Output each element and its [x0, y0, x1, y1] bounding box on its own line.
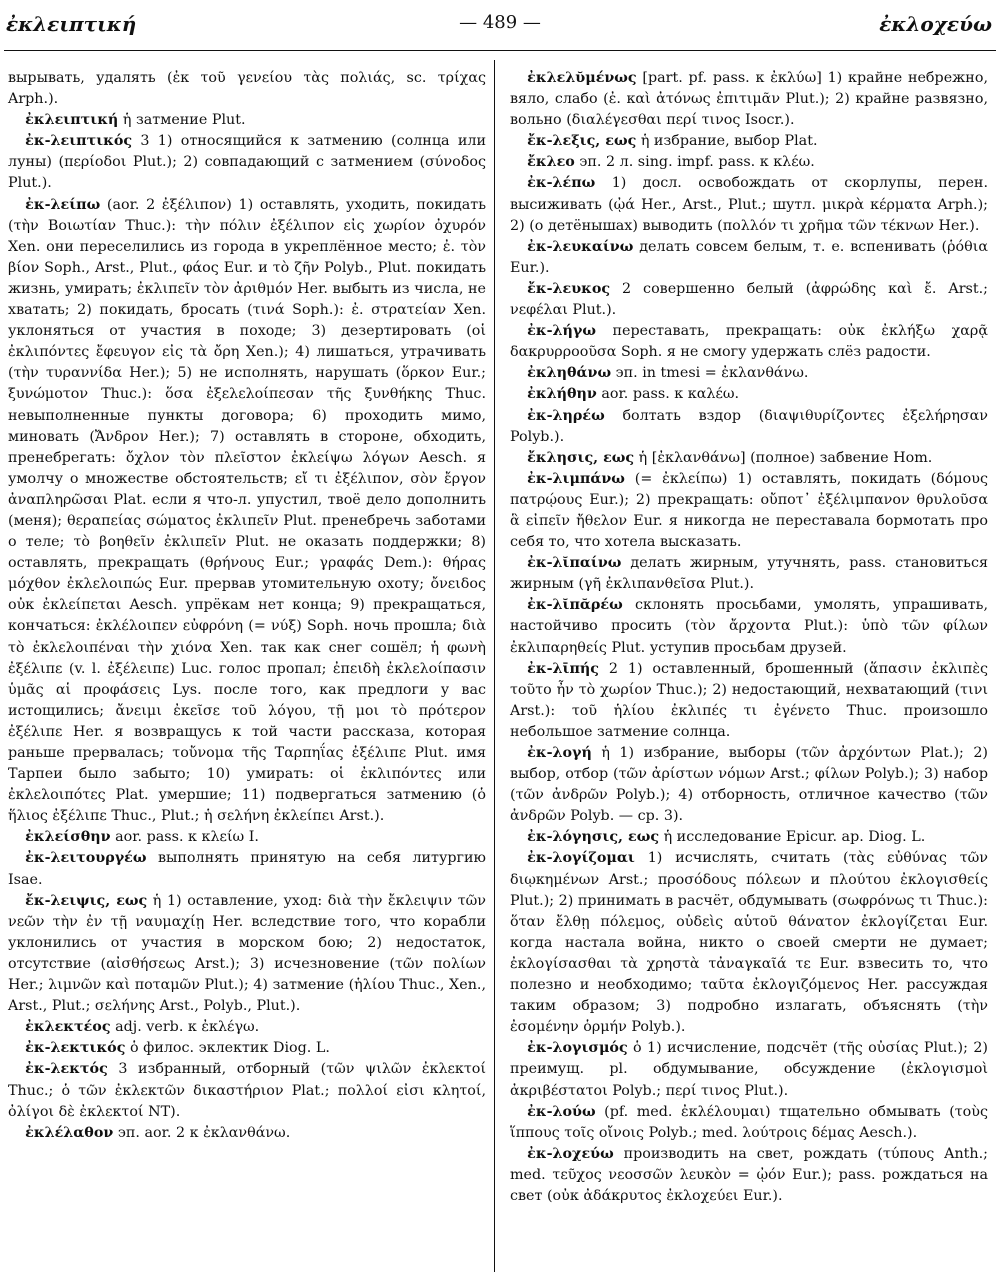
- dictionary-entry: [8, 110, 486, 131]
- entry-headword: ἐκ-λείπω: [25, 196, 101, 213]
- dictionary-entry: [8, 195, 486, 828]
- entry-definition: aor. pass. к κλείω I.: [110, 829, 259, 846]
- entry-headword: ἐκ-λῐπᾰρέω: [527, 597, 623, 614]
- dictionary-entry: [510, 173, 988, 236]
- dictionary-entry: [510, 131, 988, 152]
- dictionary-entry: [510, 1038, 988, 1101]
- entry-definition: болтать вздор (διαψιθυρίζοντες ἐξελήρησαν Polyb.).: [510, 407, 988, 445]
- entry-definition: делать жирным, утучнять, pass. становиться жирным (γῆ ἐκλιπανθεῖσα Plut.).: [510, 555, 988, 593]
- entry-definition: aor. pass. к καλέω.: [596, 386, 740, 403]
- entry-headword: ἐκλειπτική: [25, 112, 119, 129]
- entry-headword: ἐκ-λόγησις, εως: [527, 829, 660, 846]
- entry-headword: ἐκ-λέπω: [527, 175, 596, 192]
- entry-headword: ἐκ-λευκαίνω: [527, 238, 634, 255]
- entry-headword: ἔκ-λειψις, εως: [25, 892, 148, 909]
- entry-definition: 2 совершенно белый (ἀφρώδης καὶ ἔ. Arst.; νεφέλαι Plut.).: [510, 280, 988, 319]
- entry-definition: эп. in tmesi = ἐκλανθάνω.: [611, 365, 809, 382]
- entry-headword: ἔκλεο: [527, 154, 575, 171]
- entry-headword: ἐκλεκτέος: [25, 1019, 111, 1036]
- running-head-right: ἐκλοχεύω: [879, 12, 992, 36]
- entry-definition: ἡ затмение Plut.: [118, 112, 246, 129]
- dictionary-entry: [510, 827, 988, 848]
- entry-headword: ἔκλησις, εως: [527, 449, 635, 466]
- dictionary-entry: [8, 1059, 486, 1122]
- dictionary-entry: [510, 384, 988, 405]
- entry-headword: ἐκ-λογισμός: [527, 1040, 628, 1057]
- dictionary-entry: [8, 891, 486, 1018]
- dictionary-entry: [510, 363, 988, 384]
- entry-headword: ἔκ-λεξις, εως: [527, 133, 637, 150]
- entry-definition: переставать, прекращать: οὐκ ἐκλήξω χαρᾷ δακρυρροοῦσα Soph. я не смогу удержать слёз радости.: [510, 323, 988, 361]
- entry-definition: вырывать, удалять (ἐκ τοῦ γενείου τὰς πολιάς, sc. τρίχας Arph.).: [8, 70, 486, 108]
- entry-headword: ἐκ-λεκτός: [25, 1061, 108, 1078]
- dictionary-entry: [510, 68, 988, 131]
- dictionary-entry: [510, 237, 988, 279]
- entry-definition: выполнять принятую на себя литургию Isae.: [8, 850, 486, 888]
- page-number: — 489 —: [459, 12, 541, 33]
- entry-headword: ἔκ-λευκος: [527, 280, 611, 297]
- entry-definition: (= ἐκλείπω) 1) оставлять, покидать (δόμους πατρῴους Eur.); 2) прекращать: οὔποτ᾽ ἐξέλιμπανον θρυλοῦσα ἃ εἰπεῖν ἤθελον Eur. я никогда не переставала бормотать про себя то, что хотела высказать.: [510, 470, 988, 551]
- dictionary-entry: [510, 279, 988, 321]
- entry-definition: эп. 2 л. sing. impf. pass. к κλέω.: [574, 154, 815, 171]
- entry-headword: ἐκληθάνω: [527, 365, 612, 382]
- dictionary-entry: [8, 827, 486, 848]
- column-divider: [494, 60, 495, 1272]
- running-head-left: ἐκλειπτική: [6, 12, 137, 36]
- entry-definition: 1) досл. освобождать от скорлупы, перен. высиживать (ᾠά Her., Arst., Plut.; шутл. μικρὰ κέρματα Arph.); 2) (о детёнышах) выводить (πολλόν τι χρῆμα τῶν τέκνων Her.).: [510, 175, 988, 234]
- entry-headword: ἐκ-λῐπαίνω: [527, 555, 622, 572]
- entry-definition: (aor. 2 ἐξέλιπον) 1) оставлять, уходить, покидать (τὴν Βοιωτίαν Thuc.): τὴν πόλιν ἐξέλιπον εἰς χωρίον ὀχυρόν Xen. они переселились из города в укреплённое место; ἐ. τὸν βίον Soph., Arst., Plut., φάος Eur. и τὸ ζῆν Polyb., Plut. покидать жизнь, умирать; ἐκλιπεῖν τὸν ἀριθμόν Her. выбыть из числа, не хватать; 2) покидать, бросать (τινά Soph.): ἐ. στρατείαν Xen. уклоняться от участия в походе; 3) дезертировать (οἱ ἐκλιπόντες ἔφευγον εἰς τὰ ὄρη Xen.); 4) лишаться, утрачивать (τὴν τυραννίδα Her.); 5) не исполнять, нарушать (ὅρκον Eur.; ξυνώμοτον Thuc.): ὅσα ἐξελελοίπεσαν τῆς ξυνθήκης Thuc. невыполненные пункты договора; 6) проходить мимо, миновать (Ἄνδρον Her.); 7) оставлять в стороне, обходить, пренебрегать: ὄχλον τὸν πλεῖστον ἐκλείψω λόγων Aesch. я умолчу о множестве обстоятельств; εἴ τι ἐξέλιπον, σὸν ἔργον ἀναπληρῶσαι Plat. если я что-л. упустил, твоё дело дополнить (меня); θεραπείας σώματος ἐκλιπεῖν Plut. пренебречь заботами о теле; τὸ βοηθεῖν ἐκλιπεῖν Plut. не оказать поддержки; 8) оставлять, прекращать (θρήνους Eur.; γραφάς Dem.): θήρας μόχθον ἐκλελοιπώς Eur. прервав утомительную охоту; ὄνειδος οὐκ ἐκλείπεται Aesch. упрёкам нет конца; 9) прекращаться, кончаться: ἐκλέλοιπεν εὐφρόνη (= νύξ) Soph. ночь прошла; διὰ τὸ ἐκλελοιπέναι τὴν χιόνα Xen. так как снег сошёл; ἡ φωνὴ ἐξέλιπε (v. l. ἐξέλειπε) Luc. голос пропал; ἐπειδὴ ἐκλελοίπασιν ὑμᾶς αἱ προφάσεις Lys. после того, как предлоги у вас истощились; ἄνειμι ἐκεῖσε τοῦ λόγου, τῇ μοι τὸ πρότερον ἐξέλιπε Her. я возвращусь к той части рассказа, которая раньше прервалась; τοὔνομα τῆς Ταρπηΐας ἐξέλιπε Plut. имя Тарпеи было забыто; 10) умирать: οἱ ἐκλιπόντες или ἐκλελοιπότες Plat. умершие; 11) подвергаться затмению (ὁ ἥλιος ἐξέλιπε Thuc., Plut.; ἡ σελήνη ἐκλείπει Arst.).: [8, 196, 486, 825]
- entry-headword: ἐκ-λειπτικός: [25, 133, 133, 150]
- dictionary-entry: [510, 743, 988, 827]
- entry-definition: ὁ филос. эклектик Diog. L.: [125, 1040, 330, 1057]
- left-column: [8, 68, 486, 1144]
- dictionary-entry: [8, 68, 486, 110]
- entry-headword: ἐκ-λογίζομαι: [527, 850, 635, 867]
- dictionary-entry: [510, 406, 988, 448]
- entry-headword: ἐκλελῠμένως: [527, 70, 637, 86]
- entry-headword: ἐκ-λούω: [527, 1103, 596, 1120]
- entry-definition: ὁ 1) исчисление, подсчёт (τῆς οὐσίας Plut.); 2) преимущ. pl. обдумывание, обсуждение (ἐκλογισμοὶ ἀκριβέστατοι Polyb.; περί τινος Plut.).: [510, 1040, 988, 1099]
- entry-headword: ἐκ-λεκτικός: [25, 1040, 126, 1057]
- dictionary-entry: [8, 1123, 486, 1144]
- entry-definition: 1) исчислять, считать (τὰς εὐθύνας τῶν διῳκημένων Arst.; προσόδους πόλεων и πλούτου ἐκλογισθείς Plut.); 2) принимать в расчёт, обдумывать (σωφρόνως τι Thuc.): ὅταν ἔλθῃ πόλεμος, οὐδεὶς αὑτοῦ θάνατον ἐκλογίζεται Eur. когда настала война, никто о своей смерти не думает; ἐκλογίσασθαι τὰ χρηστὰ τἀναγκαῖά τε Eur. взвесить то, что полезно и необходимо; ταῦτα ἐκλογιζόμενος Her. рассуждая таким образом; 3) подробно излагать, объяснять (τὴν ἐσομένην ὁρμήν Polyb.).: [510, 850, 988, 1036]
- entry-definition: ἡ исследование Epicur. ap. Diog. L.: [659, 829, 926, 846]
- entry-definition: производить на свет, рождать (τύπους Anth.; med. τεῦχος νεοσσῶν λευκὸν = ᾠόν Eur.); pass. рождаться на свет (οὐκ ἀδάκρυτος ἐκλοχεύει Eur.).: [510, 1145, 988, 1204]
- entry-definition: (pf. med. ἐκλέλουμαι) тщательно обмывать (τοὺς ἵππους τοῖς οἴνοις Polyb.; med. λούτροις δέμας Aesch.).: [510, 1103, 988, 1141]
- entry-definition: ἡ 1) избрание, выборы (τῶν ἀρχόντων Plat.); 2) выбор, отбор (τῶν ἀρίστων νόμων Arst.; φίλων Polyb.); 3) набор (τῶν ἀνδρῶν Polyb.); 4) отборность, отличное качество (τῶν ἀνδρῶν Polyb. — ср. 3).: [510, 745, 988, 825]
- dictionary-entry: [8, 848, 486, 890]
- dictionary-entry: [510, 595, 988, 658]
- entry-definition: [part. pf. pass. к ἐκλύω] 1) крайне небрежно, вяло, слабо (ἐ. καὶ ἀτόνως ἐπιτιμᾶν Plut.); 2) крайне развязно, вольно (διαλέγεσθαι περί τινος Isocr.).: [510, 70, 988, 129]
- entry-definition: 3 1) относящийся к затмению (солнца или луны) (περίοδοι Plut.); 2) совпадающий с затмением (σύνοδος Plut.).: [8, 133, 486, 192]
- dictionary-entry: [510, 152, 988, 173]
- entry-headword: ἐκλέλαθον: [25, 1124, 114, 1141]
- dictionary-entry: [510, 321, 988, 363]
- page-header: [0, 12, 1000, 40]
- dictionary-entry: [510, 659, 988, 743]
- entry-definition: ἡ избрание, выбор Plat.: [636, 133, 818, 150]
- entry-headword: ἐκ-ληρέω: [527, 407, 605, 424]
- entry-definition: adj. verb. к ἐκλέγω.: [110, 1019, 260, 1036]
- entry-definition: 3 избранный, отборный (τῶν ψιλῶν ἐκλεκτοί Thuc.; ὁ τῶν ἐκλεκτῶν δικαστήριον Plat.; πολλοί εἰσι κλητοί, ὀλίγοι δὲ ἐκλεκτοί NT).: [8, 1061, 486, 1120]
- dictionary-entry: [510, 848, 988, 1038]
- entry-headword: ἐκ-λογή: [527, 745, 592, 761]
- entry-definition: делать совсем белым, т. е. вспенивать (ῥόθια Eur.).: [510, 238, 988, 276]
- dictionary-entry: [8, 1038, 486, 1059]
- entry-headword: ἐκ-λειτουργέω: [25, 850, 147, 867]
- entry-definition: склонять просьбами, умолять, упрашивать, настойчиво просить (τὸν ἄρχοντα Plut.): ὑπὸ τῶν φίλων ἐκλιπαρηθείς Plut. уступив просьбам друзей.: [510, 597, 988, 656]
- dictionary-entry: [510, 1102, 988, 1144]
- entry-headword: ἐκ-λήγω: [527, 323, 596, 340]
- dictionary-entry: [510, 1144, 988, 1207]
- right-column: [510, 68, 988, 1207]
- entry-headword: ἐκ-λιμπάνω: [527, 470, 625, 487]
- dictionary-entry: [510, 469, 988, 553]
- dictionary-entry: [510, 448, 988, 469]
- entry-definition: 2 1) оставленный, брошенный (ἅπασιν ἐκλιπὲς τοῦτο ἦν τὸ χωρίον Thuc.); 2) недостающий, нехватающий (τινι Arst.): τοῦ ἡλίου ἐκλιπές τι ἐγένετο Thuc. произошло небольшое затмение солнца.: [510, 660, 988, 740]
- entry-definition: ἡ [ἐκλανθάνω] (полное) забвение Hom.: [634, 449, 933, 466]
- dictionary-entry: [510, 553, 988, 595]
- dictionary-entry: [8, 131, 486, 194]
- entry-headword: ἐκλείσθην: [25, 829, 111, 846]
- entry-headword: ἐκ-λοχεύω: [527, 1145, 614, 1162]
- dictionary-entry: [8, 1017, 486, 1038]
- entry-headword: ἐκ-λῑπής: [527, 660, 600, 677]
- entry-definition: ἡ 1) оставление, уход: διὰ τὴν ἔκλειψιν τῶν νεῶν τὴν ἐν τῇ ναυμαχίῃ Her. вследствие того, что корабли уклонились от участия в морском бою; 2) недостаток, отсутствие (αἰσθήσεως Arst.); 3) исчезновение (τῶν πολίων Her.; λιμνῶν καὶ ποταμῶν Plut.); 4) затмение (ἡλίου Thuc., Xen., Arst., Plut.; σελήνης Arst., Polyb., Plut.).: [8, 892, 486, 1015]
- entry-headword: ἐκλήθην: [527, 386, 597, 403]
- header-rule: [4, 50, 996, 51]
- entry-definition: эп. aor. 2 к ἐκλανθάνω.: [113, 1124, 291, 1141]
